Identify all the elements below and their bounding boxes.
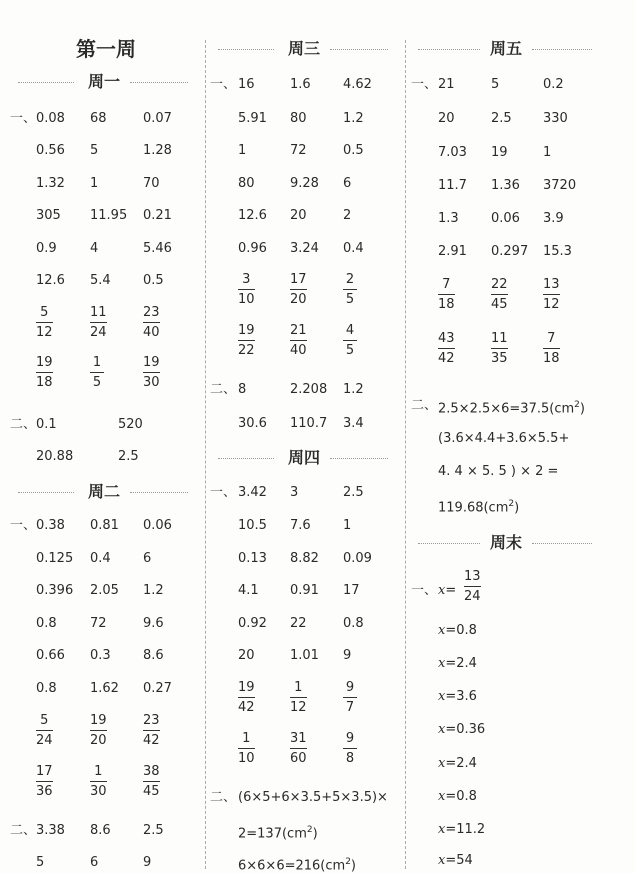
- fraction: 2 5: [343, 272, 357, 307]
- answer: 20: [438, 111, 455, 126]
- section-rule: [330, 458, 388, 459]
- answer: 0.56: [36, 143, 65, 158]
- fraction: 9 7: [343, 680, 357, 715]
- answer: 0.06: [143, 518, 172, 533]
- answer: 110.7: [290, 416, 328, 431]
- answer: 7.03: [438, 145, 467, 160]
- section-heading-friday: 周五: [490, 39, 523, 58]
- answer: 2: [343, 208, 352, 223]
- answer: 1.3: [438, 211, 459, 226]
- answer: 21: [438, 77, 455, 92]
- answer: 4.62: [343, 77, 372, 92]
- answer: 0.81: [90, 518, 119, 533]
- part-label: 一、: [10, 518, 37, 533]
- answer: 5.4: [90, 273, 111, 288]
- equation-line: x=11.2: [438, 822, 486, 837]
- column-divider-1: [205, 40, 206, 869]
- equation-line: $6\times 6\times 6=216(cm^2)$: [238, 857, 356, 873]
- section-rule: [418, 543, 480, 544]
- answer: 20.88: [36, 449, 74, 464]
- answer: 10.5: [238, 518, 267, 533]
- part-label: 一、: [10, 111, 37, 126]
- answer: 0.08: [36, 111, 65, 126]
- answer: 0.1: [36, 417, 57, 432]
- answer: 1.6: [290, 77, 311, 92]
- answer: 0.27: [143, 681, 172, 696]
- section-rule: [218, 49, 274, 50]
- fraction: 1 10: [238, 731, 255, 766]
- section-rule: [532, 543, 592, 544]
- fraction: 19 20: [90, 713, 107, 748]
- answer: 8: [238, 382, 247, 397]
- fraction: 43 42: [438, 331, 455, 366]
- answer: 3.38: [36, 823, 65, 838]
- answer: 8.6: [90, 823, 111, 838]
- answer: 0.21: [143, 208, 172, 223]
- answer: 2.5: [143, 823, 164, 838]
- answer: 9: [143, 855, 152, 870]
- answer: 0.4: [343, 241, 364, 256]
- answer: 0.66: [36, 648, 65, 663]
- fraction: 19 22: [238, 323, 255, 358]
- answer: 520: [118, 417, 143, 432]
- answer: 3.24: [290, 241, 319, 256]
- fraction: 11 24: [90, 305, 107, 340]
- section-heading-thursday: 周四: [288, 448, 321, 467]
- fraction: 22 45: [491, 277, 508, 312]
- fraction: 23 40: [143, 305, 160, 340]
- part-label: 一、: [411, 77, 438, 92]
- answer: 5: [90, 143, 99, 158]
- part-label: 二、: [210, 790, 237, 805]
- fraction: 1 5: [90, 355, 104, 390]
- answer: 0.09: [343, 551, 372, 566]
- equation-line: x=3.6: [438, 689, 477, 704]
- section-rule: [18, 82, 74, 83]
- fraction: 13 24: [464, 569, 481, 604]
- answer: 4.1: [238, 583, 259, 598]
- answer: 80: [290, 111, 307, 126]
- answer: 0.38: [36, 518, 65, 533]
- answer: 0.8: [343, 616, 364, 631]
- fraction: 21 40: [290, 323, 307, 358]
- fraction: 3 10: [238, 272, 255, 307]
- fraction: 19 30: [143, 355, 160, 390]
- answer: 5.46: [143, 241, 172, 256]
- answer: 1.28: [143, 143, 172, 158]
- answer: 5: [36, 855, 45, 870]
- section-heading-wednesday: 周三: [288, 39, 321, 58]
- answer: 30.6: [238, 416, 267, 431]
- equation-line: $119.68(cm^2)$: [438, 499, 520, 516]
- fraction: 23 42: [143, 713, 160, 748]
- section-rule: [18, 492, 74, 493]
- answer: 1: [238, 143, 247, 158]
- answer: 3720: [543, 178, 577, 193]
- equation-line: x=: [438, 583, 457, 598]
- section-heading-weekend: 周末: [490, 533, 523, 552]
- answer: 0.297: [491, 244, 529, 259]
- answer: 1: [543, 145, 552, 160]
- fraction: 13 12: [543, 277, 560, 312]
- equation-line: $2=137(cm^2)$: [238, 825, 318, 842]
- answer: 0.125: [36, 551, 74, 566]
- answer: 0.8: [36, 616, 57, 631]
- answer: 2.5: [491, 111, 512, 126]
- answer: 8.6: [143, 648, 164, 663]
- answer: 1.2: [343, 382, 364, 397]
- answer: 11.95: [90, 208, 128, 223]
- part-label: 二、: [210, 382, 237, 397]
- answer: 0.5: [343, 143, 364, 158]
- fraction: 9 8: [343, 731, 357, 766]
- answer: 2.91: [438, 244, 467, 259]
- answer: 5.91: [238, 111, 267, 126]
- answer: 72: [290, 143, 307, 158]
- answer: 3.4: [343, 416, 364, 431]
- answer: 330: [543, 111, 568, 126]
- part-label: 二、: [10, 823, 37, 838]
- answer: 9.28: [290, 176, 319, 191]
- equation-line: x=0.8: [438, 789, 477, 804]
- section-heading-monday: 周一: [88, 72, 121, 91]
- answer: 2.208: [290, 382, 328, 397]
- answer: 6: [343, 176, 352, 191]
- fraction: 17 20: [290, 272, 307, 307]
- section-heading-tuesday: 周二: [88, 482, 121, 501]
- answer: 4: [90, 241, 99, 256]
- answer: 20: [290, 208, 307, 223]
- answer: 1.2: [143, 583, 164, 598]
- section-rule: [330, 49, 388, 50]
- answer: 0.396: [36, 583, 74, 598]
- answer: 1.36: [491, 178, 520, 193]
- section-rule: [218, 458, 274, 459]
- fraction: 1 30: [90, 764, 107, 799]
- part-label: 二、: [411, 398, 438, 413]
- section-rule: [532, 49, 592, 50]
- answer: 1.2: [343, 111, 364, 126]
- answer: 9.6: [143, 616, 164, 631]
- answer: 2.5: [343, 485, 364, 500]
- answer: 0.92: [238, 616, 267, 631]
- answer: 2.05: [90, 583, 119, 598]
- answer: 3.9: [543, 211, 564, 226]
- equation-line: x=0.8: [438, 623, 477, 638]
- section-rule: [418, 49, 480, 50]
- answer: 0.5: [143, 273, 164, 288]
- answer: 0.2: [543, 77, 564, 92]
- answer: 5: [491, 77, 500, 92]
- answer: 22: [290, 616, 307, 631]
- answer: 0.06: [491, 211, 520, 226]
- answer: 12.6: [238, 208, 267, 223]
- fraction: 17 36: [36, 764, 53, 799]
- fraction: 7 18: [543, 331, 560, 366]
- fraction: 5 24: [36, 713, 53, 748]
- answer: 0.07: [143, 111, 172, 126]
- equation-line: (3.6×4.4+3.6×5.5+: [438, 431, 570, 446]
- equation-line: x=54: [438, 853, 473, 868]
- answer: 7.6: [290, 518, 311, 533]
- answer: 0.8: [36, 681, 57, 696]
- answer: 305: [36, 208, 61, 223]
- equation-line: x=2.4: [438, 756, 477, 771]
- answer: 0.9: [36, 241, 57, 256]
- column-divider-2: [405, 40, 406, 869]
- answer: 15.3: [543, 244, 572, 259]
- answer: 20: [238, 648, 255, 663]
- answer: 9: [343, 648, 352, 663]
- fraction: 19 42: [238, 680, 255, 715]
- part-label: 一、: [210, 485, 237, 500]
- answer: 19: [491, 145, 508, 160]
- fraction: 5 12: [36, 305, 53, 340]
- equation-line: $2.5\times 2.5\times 6=37.5(cm^2)$: [438, 400, 585, 417]
- part-label: 二、: [10, 417, 37, 432]
- answer: 0.91: [290, 583, 319, 598]
- answer: 2.5: [118, 449, 139, 464]
- part-label: 一、: [210, 77, 237, 92]
- answer: 80: [238, 176, 255, 191]
- fraction: 11 35: [491, 331, 508, 366]
- fraction: 4 5: [343, 323, 357, 358]
- answer: 3.42: [238, 485, 267, 500]
- answer: 16: [238, 77, 255, 92]
- answer: 17: [343, 583, 360, 598]
- answer: 12.6: [36, 273, 65, 288]
- part-label: 一、: [411, 583, 438, 598]
- answer: 0.96: [238, 241, 267, 256]
- section-rule: [130, 82, 188, 83]
- fraction: 7 18: [438, 277, 455, 312]
- equation-line: 4. 4 × 5. 5 ) × 2 =: [438, 464, 559, 479]
- answer: 6: [90, 855, 99, 870]
- answer: 1: [90, 176, 99, 191]
- answer: 1: [343, 518, 352, 533]
- equation-line: x=2.4: [438, 656, 477, 671]
- fraction: 31 60: [290, 731, 307, 766]
- section-rule: [130, 492, 188, 493]
- answer: 6: [143, 551, 152, 566]
- answer: 0.3: [90, 648, 111, 663]
- fraction: 38 45: [143, 764, 160, 799]
- answer: 1.62: [90, 681, 119, 696]
- fraction: 1 12: [290, 680, 307, 715]
- answer: 11.7: [438, 178, 467, 193]
- answer: 8.82: [290, 551, 319, 566]
- answer: 3: [290, 485, 299, 500]
- answer: 68: [90, 111, 107, 126]
- equation-line: x=0.36: [438, 722, 486, 737]
- answer: 1.32: [36, 176, 65, 191]
- page-title: 第一周: [76, 37, 136, 61]
- answer: 1.01: [290, 648, 319, 663]
- answer: 0.13: [238, 551, 267, 566]
- equation-line: (6×5+6×3.5+5×3.5)×: [238, 790, 388, 805]
- answer: 0.4: [90, 551, 111, 566]
- answer: 70: [143, 176, 160, 191]
- answer: 72: [90, 616, 107, 631]
- fraction: 19 18: [36, 355, 53, 390]
